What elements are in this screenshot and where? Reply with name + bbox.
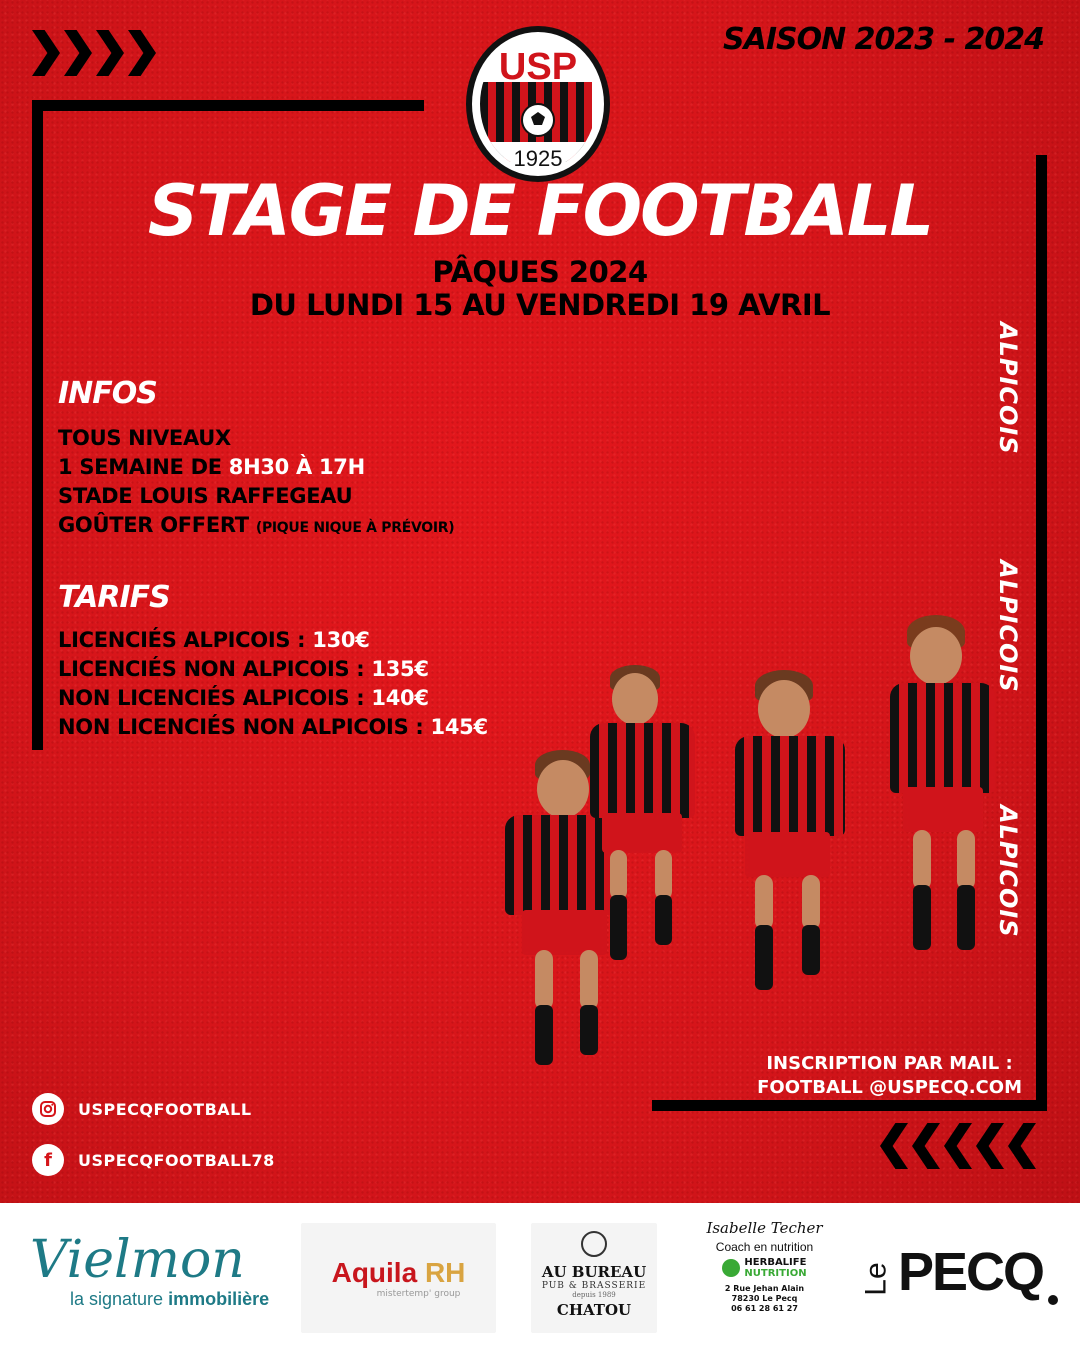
frame-bar — [32, 100, 424, 111]
tarif-line: LICENCIÉS NON ALPICOIS : 135€ — [58, 657, 429, 681]
techer-address: 2 Rue Jehan Alain 78230 Le Pecq 06 61 28 61 27 — [724, 1284, 805, 1313]
sponsor-footer — [0, 1203, 1080, 1350]
info-line: 1 SEMAINE DE 8H30 À 17H — [58, 455, 365, 479]
aubureau-since: depuis 1989 — [572, 1291, 616, 1299]
aubureau-city: CHATOU — [556, 1301, 632, 1319]
info-line: STADE LOUIS RAFFEGEAU — [58, 484, 353, 508]
players-photo — [490, 600, 1030, 1080]
side-label: ALPICOIS — [994, 560, 1022, 693]
tarif-line: NON LICENCIÉS NON ALPICOIS : 145€ — [58, 715, 488, 739]
instagram-link[interactable] — [32, 1093, 252, 1125]
inscription-info — [757, 1052, 1022, 1100]
facebook-link[interactable] — [32, 1144, 275, 1176]
aubureau-crest-icon — [581, 1231, 607, 1257]
page-title: STAGE DE FOOTBALL — [147, 170, 933, 252]
infos-heading: INFOS — [58, 376, 157, 411]
side-label: ALPICOIS — [994, 805, 1022, 938]
instagram-handle: USPECQFOOTBALL — [78, 1099, 252, 1119]
club-badge-logo — [463, 24, 613, 184]
facebook-handle: USPECQFOOTBALL78 — [78, 1150, 275, 1170]
season-label: SAISON 2023 - 2024 — [723, 22, 1044, 57]
sponsor-lepecq[interactable] — [862, 1241, 1062, 1321]
inscription-email[interactable]: FOOTBALL @USPECQ.COM — [757, 1077, 1022, 1098]
vielmon-logo: Vielmon — [30, 1230, 245, 1290]
info-line: TOUS NIVEAUX — [58, 426, 231, 450]
sponsor-vielmon[interactable] — [30, 1231, 270, 1331]
sponsor-aquila[interactable] — [301, 1223, 496, 1333]
chevrons-top-left — [32, 30, 156, 76]
vielmon-tagline: la signature immobilière — [70, 1289, 270, 1309]
tarifs-heading: TARIFS — [58, 580, 170, 615]
aquila-logo: Aquila RH — [331, 1257, 466, 1288]
inscription-line: INSCRIPTION PAR MAIL : — [766, 1053, 1013, 1074]
lepecq-logo: PECQ — [898, 1242, 1044, 1302]
herbalife-leaf-icon — [722, 1259, 740, 1277]
sponsor-techer[interactable] — [697, 1219, 832, 1339]
badge-letters: USP — [498, 46, 578, 88]
aubureau-logo: AU BUREAU — [541, 1263, 647, 1281]
techer-role: Coach en nutrition — [715, 1240, 814, 1254]
herbalife-logo: HERBALIFE NUTRITION — [697, 1257, 832, 1279]
facebook-icon: f — [32, 1144, 64, 1176]
lepecq-dot — [1048, 1295, 1058, 1305]
event-subtitle: PÂQUES 2024 — [432, 255, 648, 289]
tarif-line: NON LICENCIÉS ALPICOIS : 140€ — [58, 686, 429, 710]
info-line: GOÛTER OFFERT (PIQUE NIQUE À PRÉVOIR) — [58, 513, 455, 537]
side-label: ALPICOIS — [994, 322, 1022, 455]
techer-signature: Isabelle Techer — [706, 1219, 823, 1237]
sponsor-aubureau[interactable] — [531, 1223, 657, 1333]
lepecq-le: Le — [860, 1262, 893, 1296]
instagram-icon — [32, 1093, 64, 1125]
event-dates: DU LUNDI 15 AU VENDREDI 19 AVRIL — [249, 288, 831, 322]
aubureau-sub: PUB & BRASSERIE — [541, 1281, 647, 1291]
tarif-line: LICENCIÉS ALPICOIS : 130€ — [58, 628, 370, 652]
badge-year: 1925 — [513, 146, 563, 171]
chevrons-bottom-right — [880, 1123, 1036, 1169]
frame-bar — [652, 1100, 1047, 1111]
aquila-tag: mistertemp' group — [376, 1289, 461, 1299]
